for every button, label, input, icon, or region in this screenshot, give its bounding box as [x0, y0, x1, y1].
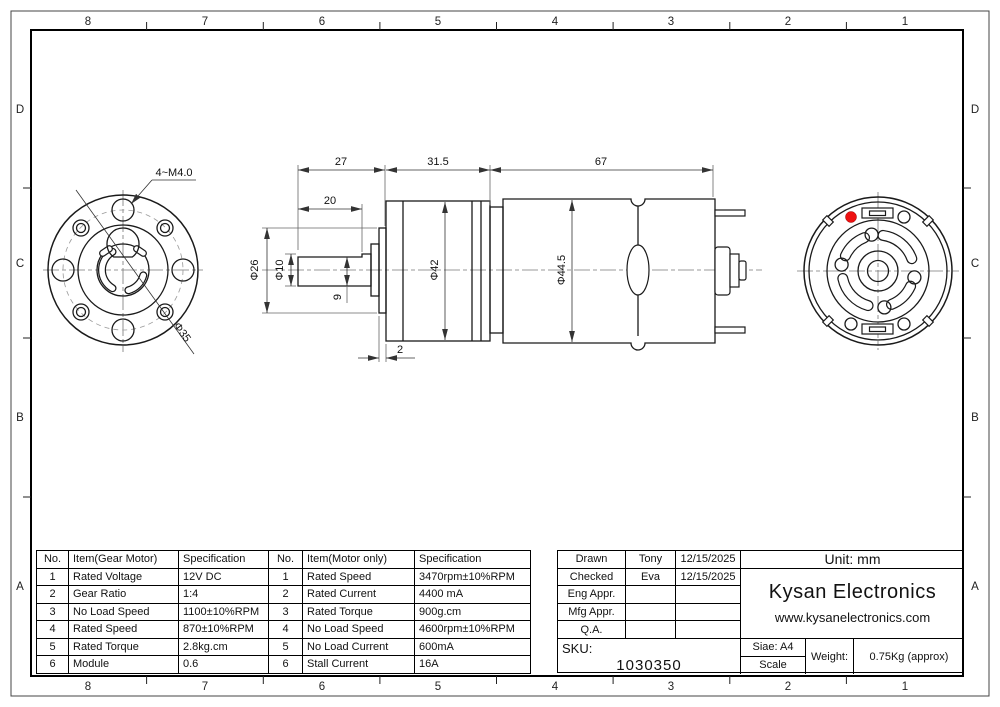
terminal-pin: [715, 327, 745, 333]
cell-spec: 4400 mA: [415, 586, 531, 604]
dim-shaft-length: 27: [334, 156, 348, 168]
col-header: Specification: [179, 551, 269, 569]
cell-item: Rated Voltage: [69, 568, 179, 586]
mounting-flange: [379, 228, 386, 313]
cell-item: Rated Torque: [69, 638, 179, 656]
cell-item: No Load Speed: [303, 621, 415, 639]
cell-no: 4: [37, 621, 69, 639]
dim-gearbox-length: 31.5: [427, 156, 449, 168]
table-header-row: [37, 551, 269, 569]
terminal-pin: [715, 210, 745, 216]
table-row: [37, 568, 269, 586]
cell-spec: 16A: [415, 656, 531, 674]
table-row: [269, 586, 531, 604]
table-row: [37, 603, 269, 621]
cell-item: Rated Torque: [303, 603, 415, 621]
table-row: [37, 586, 269, 604]
cell-spec: 1:4: [179, 586, 269, 604]
grid-row-label: B: [16, 412, 24, 424]
dim-flat-length: 20: [323, 195, 337, 207]
grid-col-label: 1: [901, 681, 909, 693]
grid-row-label: C: [15, 258, 25, 270]
cell-no: 6: [269, 656, 303, 674]
grid-col-label: 3: [667, 16, 675, 28]
cell-no: 5: [37, 638, 69, 656]
grid-col-label: 4: [551, 16, 559, 28]
grid-row-label: C: [970, 258, 980, 270]
cell-spec: 4600rpm±10%RPM: [415, 621, 531, 639]
grid-col-label: 2: [784, 681, 792, 693]
grid-col-label: 7: [201, 16, 209, 28]
cell-spec: 870±10%RPM: [179, 621, 269, 639]
weight-label: Weight:: [806, 639, 854, 674]
rear-view: [797, 192, 959, 350]
cell-spec: 600mA: [415, 638, 531, 656]
approval-date: 12/15/2025: [676, 551, 741, 569]
dim-gearbox-dia: Φ42: [429, 259, 441, 281]
company-name: Kysan Electronics: [768, 581, 937, 604]
approval-name: Eva: [626, 569, 676, 587]
dim-motor-dia: Φ44.5: [556, 254, 568, 286]
col-header: No.: [37, 551, 69, 569]
sku-number: 1030350: [616, 657, 682, 674]
grid-row-label: A: [16, 581, 24, 593]
grid-col-label: 7: [201, 681, 209, 693]
company-cell: [741, 569, 964, 639]
table-row: [269, 568, 531, 586]
cell-spec: 1100±10%RPM: [179, 603, 269, 621]
grid-col-label: 6: [318, 16, 326, 28]
sheet-size: Siae: A4: [741, 639, 806, 657]
table-row: [269, 603, 531, 621]
vent-hole: [627, 245, 649, 295]
table-row: [269, 638, 531, 656]
grid-col-label: 5: [434, 681, 442, 693]
front-view: [43, 167, 203, 354]
cell-item: Gear Ratio: [69, 586, 179, 604]
grid-col-label: 5: [434, 16, 442, 28]
cell-spec: 0.6: [179, 656, 269, 674]
approval-date: 12/15/2025: [676, 569, 741, 587]
approval-role: Mfg Appr.: [558, 604, 626, 622]
cell-item: No Load Current: [303, 638, 415, 656]
grid-row-label: A: [971, 581, 979, 593]
col-header: Item(Gear Motor): [69, 551, 179, 569]
sheet-scale: Scale: [741, 657, 806, 675]
cell-no: 2: [37, 586, 69, 604]
approval-date: [676, 586, 741, 604]
grid-col-label: 3: [667, 681, 675, 693]
cell-item: Module: [69, 656, 179, 674]
table-row: [269, 621, 531, 639]
col-header: Item(Motor only): [303, 551, 415, 569]
dim-flange-dia: Φ26: [249, 259, 261, 281]
cell-spec: 2.8kg.cm: [179, 638, 269, 656]
cell-no: 6: [37, 656, 69, 674]
cell-item: Rated Speed: [303, 568, 415, 586]
motor-only-spec-table: [268, 550, 531, 674]
table-row: [37, 638, 269, 656]
table-row: [37, 621, 269, 639]
approval-name: [626, 604, 676, 622]
table-row: [269, 656, 531, 674]
cell-no: 5: [269, 638, 303, 656]
cell-spec: 900g.cm: [415, 603, 531, 621]
grid-row-label: D: [15, 104, 25, 116]
cell-no: 4: [269, 621, 303, 639]
unit-label: Unit: mm: [741, 551, 964, 569]
approval-role: Drawn: [558, 551, 626, 569]
table-row: [37, 656, 269, 674]
weight-value: 0.75Kg (approx): [869, 650, 949, 663]
grid-col-label: 8: [84, 16, 92, 28]
cell-no: 1: [269, 568, 303, 586]
cell-spec: 3470rpm±10%RPM: [415, 568, 531, 586]
cell-item: Rated Speed: [69, 621, 179, 639]
approval-name: Tony: [626, 551, 676, 569]
side-view: [249, 156, 762, 362]
gear-motor-spec-table: [36, 550, 269, 674]
grid-row-label: B: [971, 412, 979, 424]
approval-name: [626, 586, 676, 604]
grid-col-label: 1: [901, 16, 909, 28]
motor-body: [503, 199, 715, 350]
cell-item: No Load Speed: [69, 603, 179, 621]
approval-role: Checked: [558, 569, 626, 587]
dim-flange-thickness: 2: [396, 344, 404, 356]
cell-no: 3: [269, 603, 303, 621]
cell-item: Rated Current: [303, 586, 415, 604]
grid-ruler-left: [16, 104, 24, 593]
approval-role: Q.A.: [558, 621, 626, 639]
polarity-red-dot: [846, 212, 857, 223]
grid-col-label: 2: [784, 16, 792, 28]
grid-ruler-right: [971, 104, 979, 593]
cell-item: Stall Current: [303, 656, 415, 674]
cell-no: 3: [37, 603, 69, 621]
screw-callout-label: 4~M4.0: [155, 167, 193, 179]
bolt-circle-dim-label: Φ35: [170, 320, 193, 345]
grid-col-label: 8: [84, 681, 92, 693]
approval-date: [676, 621, 741, 639]
grid-col-label: 6: [318, 681, 326, 693]
approval-date: [676, 604, 741, 622]
approval-role: Eng Appr.: [558, 586, 626, 604]
col-header: No.: [269, 551, 303, 569]
dim-shaft-dia: Φ10: [274, 259, 286, 281]
sku-label: SKU:: [562, 641, 593, 656]
cell-no: 1: [37, 568, 69, 586]
dim-flat-height: 9: [332, 293, 344, 301]
grid-row-label: D: [970, 104, 980, 116]
dim-motor-length: 67: [594, 156, 608, 168]
col-header: Specification: [415, 551, 531, 569]
company-website: www.kysanelectronics.com: [774, 610, 931, 626]
title-block: [557, 550, 963, 673]
sku-cell: [558, 639, 741, 674]
approval-name: [626, 621, 676, 639]
table-header-row: [269, 551, 531, 569]
grid-col-label: 4: [551, 681, 559, 693]
cell-no: 2: [269, 586, 303, 604]
cell-spec: 12V DC: [179, 568, 269, 586]
